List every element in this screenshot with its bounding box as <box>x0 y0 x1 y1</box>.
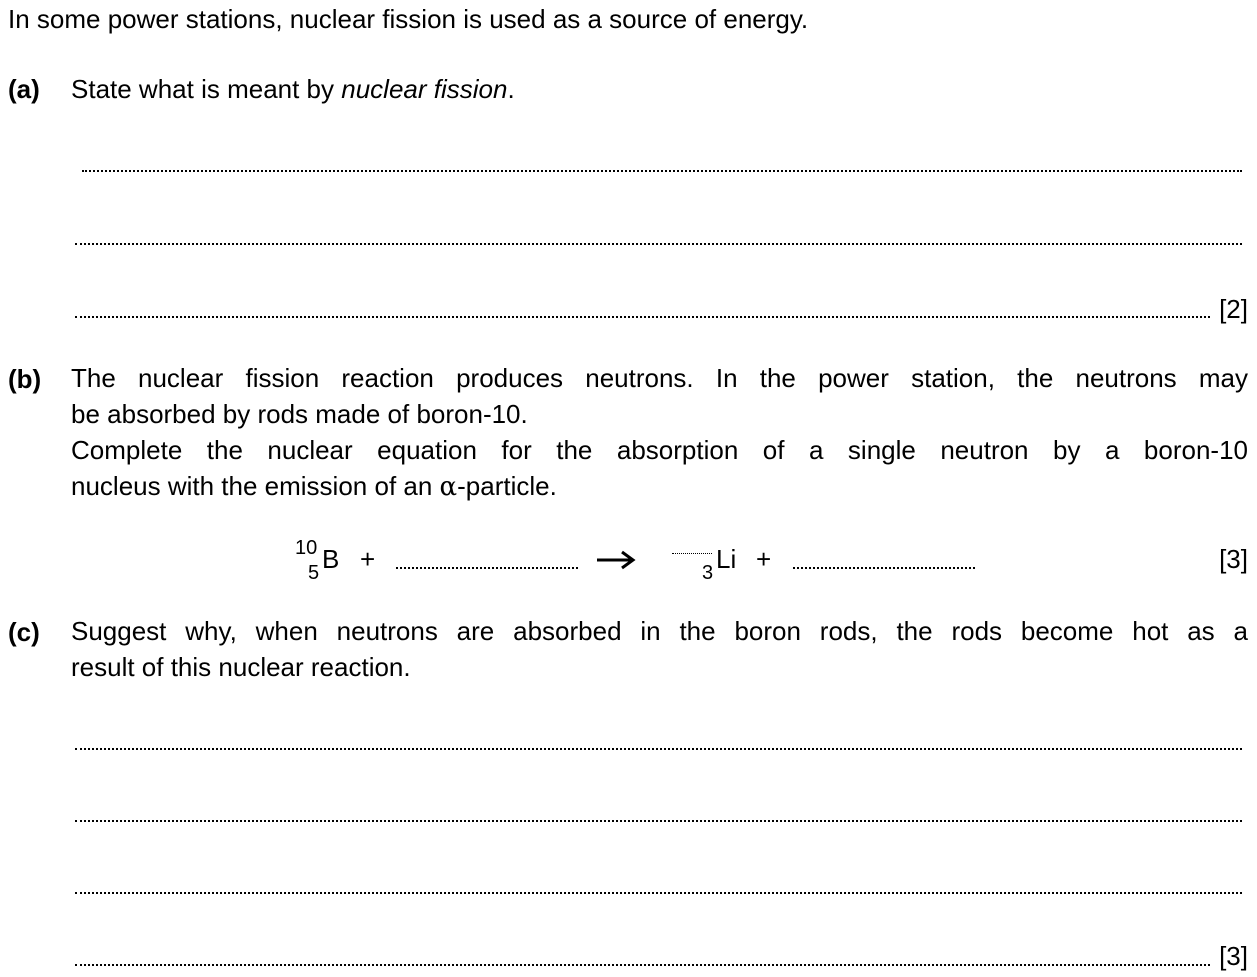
boron-symbol: B <box>322 544 340 574</box>
part-c-question <box>71 613 1248 685</box>
part-b-line1: The nuclear fission reaction produces neutrons. In the power station, the neutrons may <box>71 363 1248 393</box>
answer-line-a3[interactable] <box>75 316 1210 318</box>
answer-line-c4[interactable] <box>75 964 1210 966</box>
part-b-line2: be absorbed by rods made of boron-10. <box>71 399 528 429</box>
part-c-mark: [3] <box>1219 941 1248 971</box>
alpha-symbol: α <box>439 472 458 502</box>
part-a-term: nuclear fission <box>341 74 508 104</box>
part-b-question <box>71 360 1248 505</box>
part-a-mark: [2] <box>1219 294 1248 324</box>
part-a-text-after: . <box>507 74 515 104</box>
part-b-line4-after: -particle. <box>457 471 557 501</box>
part-a-text-before: State what is meant by <box>71 74 342 104</box>
answer-blank-lithium-mass[interactable] <box>672 553 712 554</box>
lithium-atomic-number: 3 <box>702 562 714 584</box>
part-a-question <box>71 72 515 106</box>
lithium-symbol: Li <box>716 544 737 574</box>
part-b-line4 <box>71 468 1248 505</box>
answer-line-c1[interactable] <box>75 748 1242 750</box>
part-b-mark: [3] <box>1219 544 1248 574</box>
plus-sign-1: + <box>360 544 376 574</box>
boron-atomic-number: 5 <box>308 562 320 584</box>
intro-text: In some power stations, nuclear fission is used as a source of energy. <box>8 4 809 34</box>
part-b-line3: Complete the nuclear equation for the absorption of a single neutron by a boron-10 <box>71 435 1248 465</box>
answer-blank-product[interactable] <box>793 567 975 569</box>
answer-line-a1[interactable] <box>82 170 1242 172</box>
part-c-line1: Suggest why, when neutrons are absorbed in the boron rods, the rods become hot as a <box>71 616 1248 646</box>
boron-mass-number: 10 <box>295 537 318 559</box>
answer-line-c3[interactable] <box>75 892 1242 894</box>
answer-line-a2[interactable] <box>75 243 1242 245</box>
answer-blank-reactant[interactable] <box>396 567 578 569</box>
plus-sign-2: + <box>756 544 772 574</box>
part-b-line4-before: nucleus with the emission of an <box>71 471 440 501</box>
part-c-label: (c) <box>8 617 40 647</box>
reaction-arrow-icon <box>596 550 636 570</box>
part-a-label: (a) <box>8 74 40 104</box>
part-b-label: (b) <box>8 364 42 394</box>
answer-line-c2[interactable] <box>75 820 1242 822</box>
part-c-line2: result of this nuclear reaction. <box>71 652 411 682</box>
